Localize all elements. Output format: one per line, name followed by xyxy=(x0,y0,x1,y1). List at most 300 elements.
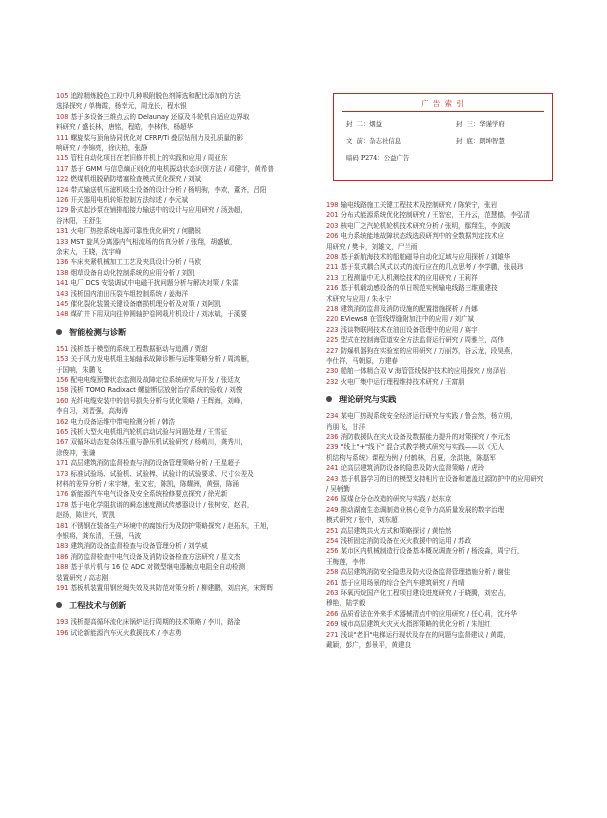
toc-entry[interactable] xyxy=(326,411,558,432)
toc-entry-text: 论高层建筑消防设备的隐患及防火监督策略 / 虎玲 xyxy=(340,464,485,473)
toc-entry-line xyxy=(56,216,318,226)
toc-entry-text: 某市区内机械制造行设备基本概况调查分析 / 杨浚淼，周宁行， xyxy=(340,547,524,556)
page-number: 124 xyxy=(56,185,69,194)
toc-entry-text: 王梅莲，李伟 xyxy=(326,557,366,566)
toc-entry-text: 建筑消防监督及消防设施的配置措施探析 / 肖娜 xyxy=(340,305,478,313)
page-number: 201 xyxy=(326,211,339,220)
ad-row-2-left: 文 前：杂志社信息 xyxy=(346,137,402,145)
toc-entry-text: 余宋大，王晓，沈宇峰 xyxy=(56,248,122,256)
page-number: 191 xyxy=(56,584,69,592)
toc-entry[interactable] xyxy=(56,354,318,375)
toc-entry[interactable] xyxy=(326,609,558,619)
toc-entry-line xyxy=(326,377,558,387)
toc-entry-line xyxy=(56,562,318,572)
toc-entry-text: 浅析固定消防设备在灭火救援中的运用 / 苏政 xyxy=(340,537,472,545)
toc-entry[interactable] xyxy=(56,541,318,551)
page-number: 131 xyxy=(56,227,69,236)
page-number: 223 xyxy=(326,325,339,334)
toc-entry-line xyxy=(56,309,318,319)
toc-entry-line xyxy=(326,619,558,629)
page-number: 241 xyxy=(326,464,339,473)
toc-entry-line xyxy=(326,515,558,525)
toc-entry-line xyxy=(56,278,318,288)
toc-entry-line xyxy=(326,304,558,314)
toc-entry[interactable] xyxy=(56,91,318,112)
page-number: 188 xyxy=(56,563,69,572)
toc-entry-text: 配电电缆预警状态监测及故障定位系统研究与开发 / 张廷友 xyxy=(70,376,241,384)
toc-entry[interactable] xyxy=(326,210,558,220)
toc-entry-line xyxy=(56,458,318,468)
toc-entry-line xyxy=(56,427,318,437)
toc-entry-text: 浅析国内油田压裂车组控制系统 / 姜海洋 xyxy=(70,289,188,298)
toc-entry-text: 燃煤机组脱硝防堵塞检查模式优化探究 / 刘斌 xyxy=(70,175,202,184)
toc-entry-text: 材料的差异分析 / 宋宇塘，张文宏，陈凯，陈耀洲，黄强，陈涌 xyxy=(56,480,239,488)
toc-entry-text: 火电厂集中运行理程维持技术研究 / 王富朋 xyxy=(340,377,465,386)
toc-entry-line xyxy=(56,268,318,278)
toc-entry[interactable] xyxy=(56,385,318,395)
toc-entry-text: 消防监督检查中电气设备及消防设备检查方法研究 / 星文杰 xyxy=(70,552,241,561)
toc-entry-text: 工程测量中无人机测绘技术的应用研究 / 王莉祥 xyxy=(340,273,478,282)
toc-entry[interactable] xyxy=(56,427,318,437)
page-number: 133 xyxy=(56,237,69,246)
toc-entry-text: 电力设备运维中带电检测分析 / 韩浩 xyxy=(70,417,175,426)
toc-entry[interactable] xyxy=(326,221,558,231)
toc-entry-text: 管柱自动化项目在老旧修井机上的实践和应用 / 周亚东 xyxy=(70,154,228,163)
page-number: 105 xyxy=(56,92,69,100)
page-number: 145 xyxy=(56,300,69,308)
page-number: 173 xyxy=(56,469,69,478)
toc-entry-text: 某电厂热现系统安全经济运行研究与实践 / 鲁会然，杨立明， xyxy=(340,412,517,421)
toc-entry-line xyxy=(56,469,318,479)
section-heading xyxy=(56,599,318,611)
page-number: 122 xyxy=(56,175,69,184)
ad-row-1-left: 封 二：烟益 xyxy=(346,120,383,128)
toc-entry[interactable] xyxy=(56,500,318,521)
toc-entry-line xyxy=(326,598,558,608)
page-number: 249 xyxy=(326,505,339,514)
toc-entry-text: 核电厂之汽轮机轮机技术研究分析 / 张明，鄢翔生，李剑波 xyxy=(340,221,511,230)
toc-entry-line xyxy=(326,640,558,650)
toc-entry[interactable] xyxy=(326,494,558,504)
toc-entry[interactable] xyxy=(56,195,318,205)
toc-entry-text: 卧式起沙泵在铺排船接力输送中的设计与应用研究 / 汤劲超， xyxy=(70,206,247,215)
toc-entry-text: 料研究 / 盛长林，唐铭，程皓，李林伟，杨超华 xyxy=(56,123,194,132)
toc-entry-line xyxy=(56,299,318,309)
toc-entry-text: 谷沐阳，王舒生 xyxy=(56,216,102,225)
toc-entry-line xyxy=(56,205,318,215)
toc-entry-line xyxy=(56,500,318,510)
toc-entry-line xyxy=(326,231,558,241)
page-number: 198 xyxy=(326,201,339,209)
toc-entry-text: 消防救援队在灾火设备及数据能力提升的对策探究 / 李元杰 xyxy=(340,433,511,441)
toc-entry-text: 光纤电缆安装中的信号损失分析与优化策略 / 王辉海，刘峰， xyxy=(70,396,247,405)
toc-entry-text: 高层建筑消防安全隐患及防火设备监督管理措施分析 / 谢佳 xyxy=(340,568,511,577)
toc-entry[interactable] xyxy=(326,325,558,335)
page-number: 183 xyxy=(56,542,69,551)
toc-entry-line xyxy=(56,91,318,101)
toc-entry-line xyxy=(326,442,558,452)
toc-entry-text: 穆艳，陆学毅 xyxy=(326,599,366,608)
toc-entry[interactable] xyxy=(326,273,558,283)
toc-entry-text: 带式输送机压滤机吸尘设备的设计分析 / 杨明驹，李欢，董齐，吕阳 xyxy=(70,185,267,194)
page-number: 153 xyxy=(56,355,69,364)
page-number: 115 xyxy=(56,154,69,163)
bullet-dot-icon xyxy=(56,329,62,335)
toc-entry-text: 分布式能源系统优化控制研究 / 王智宏，王丹云，范慧德，李弘清 xyxy=(340,211,530,220)
page-number: 148 xyxy=(56,310,69,319)
toc-entry[interactable] xyxy=(56,153,318,163)
toc-entry-text: 关于风力发电机组主轴轴承故障诊断与运维策略分析 / 周鸿雁， xyxy=(70,355,254,364)
toc-entry-line xyxy=(326,356,558,366)
toc-entry-line xyxy=(326,262,558,272)
page-number: 246 xyxy=(326,495,339,504)
toc-entry[interactable] xyxy=(56,133,318,154)
page-number: 227 xyxy=(326,346,339,355)
toc-entry-text: 防爆机器狗在实验室的应用研究 / 万丽苏，谷云龙，段昊燕， xyxy=(340,346,517,355)
toc-entry-text: 浅析基于模型的系统工程数据驱动与追溯 / 贾甜 xyxy=(70,344,208,353)
page-number: 230 xyxy=(326,367,339,376)
toc-entry-line xyxy=(56,573,318,583)
toc-entry-text: 火电厂热控系统电源可靠性优化研究 / 何鹏锐 xyxy=(70,227,202,236)
toc-entry[interactable] xyxy=(56,552,318,562)
section-title: 智能检测与诊断 xyxy=(69,326,127,337)
toc-entry-text: 涂俊冲，张谦 xyxy=(56,448,96,457)
toc-entry-text: 浅谈"老旧"电梯运行现状及存在的问题与监督建议 / 黄霞， xyxy=(340,630,510,639)
toc-entry-line xyxy=(56,344,318,354)
toc-entry-text: 李自习，刘晋强，高海涛 xyxy=(56,407,128,416)
page-number: 251 xyxy=(326,526,339,535)
ad-index-box xyxy=(333,93,553,181)
toc-entry-line xyxy=(326,273,558,283)
toc-entry-line xyxy=(56,417,318,427)
page-number: 126 xyxy=(56,196,69,204)
toc-entry-line xyxy=(326,346,558,356)
toc-entry-text: 不锈钢在装备生产环境中的腐蚀行为及防护策略探究 / 赵拓东，王旭， xyxy=(70,521,274,530)
page-number: 266 xyxy=(326,609,339,618)
page-number: 108 xyxy=(56,112,69,121)
page-number: 196 xyxy=(56,628,69,637)
section-title: 工程技术与创新 xyxy=(69,600,127,611)
bullet-dot-icon xyxy=(326,396,332,402)
toc-entry[interactable] xyxy=(326,231,558,252)
toc-entry[interactable] xyxy=(56,437,318,458)
toc-entry-text: 原煤仓分仓改造的研究与实践 / 赵东京 xyxy=(340,495,452,504)
toc-entry-line xyxy=(56,396,318,406)
toc-entry-text: 输电线路施工关键工程技术及控制研究 / 陈荣宁，张岩 xyxy=(340,201,498,209)
page-number: 193 xyxy=(56,618,69,627)
toc-entry[interactable] xyxy=(56,344,318,354)
page-number: 178 xyxy=(56,500,69,509)
toc-entry-line xyxy=(56,122,318,132)
toc-entry[interactable] xyxy=(326,474,558,495)
toc-entry-line xyxy=(326,630,558,640)
toc-entry-text: 建筑消防设备监督检查与设备管理分析 / 刘学威 xyxy=(70,542,208,551)
toc-entry-text: 基板机装置用钢丝绳失效及其防范对策分析 / 柳建鹏，刘启宾，宋辉辉 xyxy=(70,584,274,592)
page-number: 211 xyxy=(326,263,339,272)
page-number: 206 xyxy=(326,232,339,241)
page-number: 129 xyxy=(56,206,69,215)
toc-entry[interactable] xyxy=(326,432,558,442)
page-number: 208 xyxy=(326,253,339,261)
toc-entry-line xyxy=(326,200,558,210)
toc-entry[interactable] xyxy=(56,278,318,288)
toc-entry-text: 追踪精炼脱色工段中几种吸附脱色剂筛选和配比添加的方法 xyxy=(70,92,241,100)
toc-entry-line xyxy=(56,185,318,195)
toc-entry-line xyxy=(56,365,318,375)
toc-entry-text: 基于多设备三维点云的 Delaunay 还原及斗轮机自适应边界取 xyxy=(70,112,250,121)
toc-entry-text: 催化裂化装置关键设备磨损机理分析及对策 / 刘阿凯 xyxy=(70,300,221,308)
toc-entry[interactable] xyxy=(56,174,318,184)
toc-entry[interactable] xyxy=(326,567,558,577)
section-heading xyxy=(326,393,558,405)
toc-entry-text: 船舶一体精合双 V 海管管线保护技术的应用探究 / 房泽岩 xyxy=(340,367,506,376)
page-number: 203 xyxy=(326,221,339,230)
toc-entry-line xyxy=(326,505,558,515)
toc-entry[interactable] xyxy=(326,252,558,262)
toc-entry-text: 戴颖，彭广，彭景平，黄建良 xyxy=(326,641,412,649)
toc-entry[interactable] xyxy=(56,164,318,174)
page-number: 261 xyxy=(326,578,339,587)
page-number: 156 xyxy=(56,376,69,384)
toc-entry-line xyxy=(56,257,318,267)
toc-entry-line xyxy=(326,366,558,376)
page-number: 271 xyxy=(326,630,339,639)
toc-entry-text: 术研究与应用 / 朱永宁 xyxy=(326,294,392,303)
toc-entry-line xyxy=(56,101,318,111)
toc-entry[interactable] xyxy=(56,309,318,319)
toc-entry[interactable] xyxy=(56,185,318,195)
page-number: 160 xyxy=(56,396,69,405)
toc-entry-line xyxy=(56,237,318,247)
toc-entry-text: 基于机器学习的目的模型支持相片在设备和遮盖过源防护中的应用研究 xyxy=(340,474,544,483)
page-number: 167 xyxy=(56,438,69,447)
toc-entry-line xyxy=(326,536,558,546)
toc-entry[interactable] xyxy=(326,546,558,567)
toc-entry[interactable] xyxy=(326,366,558,376)
toc-entry[interactable] xyxy=(326,304,558,314)
toc-entry-text: 基于单片机与 16 位 ADC 对微型继电器触点电阻全自动检测 xyxy=(70,563,245,572)
toc-entry-line xyxy=(326,314,558,324)
toc-entry-line xyxy=(326,588,558,598)
page-number: 218 xyxy=(326,305,339,313)
toc-entry-text: 装置研究 / 高志刚 xyxy=(56,573,109,582)
toc-entry[interactable] xyxy=(326,200,558,210)
toc-entry[interactable] xyxy=(56,375,318,385)
toc-entry-text: 开关器用电机转矩控制方法综述 / 李元斌 xyxy=(70,196,188,204)
page-number: 176 xyxy=(56,490,69,499)
toc-entry-line xyxy=(326,546,558,556)
toc-entry[interactable] xyxy=(326,442,558,463)
toc-entry-line xyxy=(56,437,318,447)
ad-index-rule xyxy=(342,111,544,112)
page-number: 263 xyxy=(326,589,339,597)
toc-entry-text: 车床夹紧机械加工工艺及夹具设计分析 / 马欧 xyxy=(70,258,202,267)
page-number: 258 xyxy=(326,568,339,577)
page-number: 151 xyxy=(56,344,69,353)
toc-entry[interactable] xyxy=(326,630,558,651)
page-number: 239 xyxy=(326,443,339,452)
toc-entry-text: EViews8 在管线焊缝附加注中的应用 / 刘广斌 xyxy=(340,315,475,324)
toc-entry-line xyxy=(326,463,558,473)
toc-entry-text: 模式研究 / 张中，刘东超 xyxy=(326,516,398,525)
toc-entry-text: 试论新能源汽车灭火救援技术 / 李志勇 xyxy=(70,628,182,637)
toc-entry-text: 基于应用场景的综合全汽车建筑研究 / 肖晴 xyxy=(340,578,465,587)
toc-entry-text: 李银将，龚东清，王强，马波 xyxy=(56,532,142,540)
toc-entry-text: 于国响，朱鹏飞 xyxy=(56,365,102,374)
page-number: 111 xyxy=(56,133,69,142)
toc-entry[interactable] xyxy=(56,489,318,499)
toc-entry-line xyxy=(56,489,318,499)
ad-index-title: 广 告 索 引 xyxy=(421,99,465,108)
toc-entry[interactable] xyxy=(56,617,318,627)
toc-entry[interactable] xyxy=(326,505,558,526)
toc-entry-text: 推动湖南生态调制造业核心竞争力高质量发展的数字治理 xyxy=(340,505,505,514)
page-number: 243 xyxy=(326,474,339,483)
toc-entry-line xyxy=(56,552,318,562)
page-number: 165 xyxy=(56,428,69,436)
toc-entry-text: 城市高层建筑火灾灭火指挥策略的优化分析 / 朱旭红 xyxy=(340,620,491,629)
toc-entry-line xyxy=(326,242,558,252)
toc-entry[interactable] xyxy=(56,268,318,278)
toc-entry[interactable] xyxy=(56,205,318,226)
toc-entry[interactable] xyxy=(56,628,318,638)
page-number: 213 xyxy=(326,273,339,282)
toc-entry-text: 环氧丙烷国产化工程项目建设进度研究 / 于晓腾，刘宏吉， xyxy=(340,589,511,597)
toc-entry-line xyxy=(326,578,558,588)
toc-entry-line xyxy=(56,247,318,257)
toc-entry-text: 机结构与系统》课程为例 / 付鹤林，吕夏，余洪艳，陈磊军 xyxy=(326,453,496,462)
toc-entry-line xyxy=(56,375,318,385)
toc-entry-line xyxy=(326,411,558,421)
page-number: 216 xyxy=(326,284,339,293)
toc-entry-text: 基于 GMM 与信息熵正则化的电机振动状态识别方法 / 邓健宇，黄希普 xyxy=(70,164,274,173)
toc-entry[interactable] xyxy=(326,578,558,588)
page-number: 220 xyxy=(326,315,339,324)
toc-entry-line xyxy=(56,531,318,541)
toc-entry-text: 电厂 DCS 安装调试中电磁干扰问题分析与解决对策 / 朱雷 xyxy=(70,279,239,288)
toc-entry-line xyxy=(56,385,318,395)
toc-entry[interactable] xyxy=(56,237,318,258)
toc-entry[interactable] xyxy=(56,396,318,417)
toc-entry-line xyxy=(56,153,318,163)
toc-entry-line xyxy=(56,479,318,489)
toc-entry-line xyxy=(326,494,558,504)
toc-entry-line xyxy=(326,453,558,463)
page-number: 236 xyxy=(326,433,339,441)
toc-entry-text: 基于泵式耦合风式以式的流行应在的几点思考 / 李学鹏，张晨玮 xyxy=(340,263,524,272)
toc-entry[interactable] xyxy=(326,588,558,609)
page-number: 138 xyxy=(56,268,69,277)
toc-entry[interactable] xyxy=(326,314,558,324)
toc-entry[interactable] xyxy=(56,583,318,593)
page-number: 234 xyxy=(326,412,339,421)
toc-entry-line xyxy=(56,583,318,593)
toc-entry-text: 用研究 / 樊卡，刘雄文，尸兰雨 xyxy=(326,242,418,251)
ad-row-2-right: 封 底：朗坤智慧 xyxy=(456,137,505,145)
toc-entry[interactable] xyxy=(326,536,558,546)
page-number: 136 xyxy=(56,258,69,267)
toc-entry-line xyxy=(56,510,318,520)
toc-entry-text: 赵扬，陈世兴，贾凯 xyxy=(56,511,115,520)
toc-entry[interactable] xyxy=(326,283,558,304)
toc-entry[interactable] xyxy=(56,112,318,133)
toc-entry-text: "线上"+"线下" 混合式教学模式研究与实践——以《无人 xyxy=(340,443,504,452)
toc-entry[interactable] xyxy=(326,335,558,345)
toc-entry-text: 基于新航海技术的船舶磁导自动化辽域与应用探析 / 刘雄华 xyxy=(340,253,511,261)
toc-entry-text: 烟草设备自动化控制系统的应用分析 / 刘凯 xyxy=(70,268,195,277)
toc-entry[interactable] xyxy=(56,257,318,267)
page-number: 117 xyxy=(56,164,69,173)
section-heading xyxy=(56,326,318,338)
toc-entry-line xyxy=(56,174,318,184)
toc-entry-line xyxy=(56,112,318,122)
toc-entry-line xyxy=(326,484,558,494)
toc-entry-line xyxy=(326,474,558,484)
toc-entry[interactable] xyxy=(56,299,318,309)
toc-entry[interactable] xyxy=(56,562,318,583)
toc-entry[interactable] xyxy=(56,417,318,427)
toc-entry[interactable] xyxy=(326,619,558,629)
toc-entry-text: 品质看法在外来手术器械清点中的应用研究 / 任心莉，沈丹华 xyxy=(340,609,517,618)
toc-entry[interactable] xyxy=(56,469,318,490)
section-title: 理论研究与实践 xyxy=(339,394,397,405)
toc-entry-line xyxy=(56,521,318,531)
toc-entry-line xyxy=(56,289,318,299)
toc-entry-line xyxy=(56,617,318,627)
toc-entry-text: 螺旋桨与顶角协同优化对 CFRP/Ti 叠层钻削力及孔质量的影 xyxy=(70,133,244,142)
ad-row-1-right: 封 三：华谨学府 xyxy=(456,120,505,128)
toc-entry-line xyxy=(326,221,558,231)
toc-entry-line xyxy=(326,422,558,432)
toc-entry-text: 李仕祥，马朝原，方建春 xyxy=(326,357,398,365)
toc-entry-text: 高层建筑消防监督检查与消防设备管理策略分析 / 王星超子 xyxy=(70,459,241,468)
toc-entry[interactable] xyxy=(56,458,318,468)
toc-entry[interactable] xyxy=(326,377,558,387)
toc-entry-line xyxy=(56,448,318,458)
toc-entry-line xyxy=(56,133,318,143)
page-number: 143 xyxy=(56,289,69,298)
toc-entry-text: 新能源汽车电气设备及安全系统检修要点探究 / 徐光新 xyxy=(70,490,228,499)
toc-entry[interactable] xyxy=(326,346,558,367)
toc-entry[interactable] xyxy=(326,463,558,473)
toc-entry-line xyxy=(326,252,558,262)
toc-entry-text: 标准试验场、试验机、试验棒、试验计的试验要求、尺寸公差及 xyxy=(70,469,254,478)
toc-entry-line xyxy=(326,335,558,345)
toc-entry-text: 双循环动态复杂体压重与静压机试验研究 / 杨萌川，龚秀川， xyxy=(70,438,247,447)
toc-entry[interactable] xyxy=(326,262,558,272)
toc-entry[interactable] xyxy=(56,521,318,542)
toc-entry-line xyxy=(56,195,318,205)
page-number: 232 xyxy=(326,377,339,386)
toc-entry[interactable] xyxy=(56,226,318,236)
toc-entry[interactable] xyxy=(56,289,318,299)
toc-entry-text: 浅析提高循环流化床锅炉运行周期的技术策略 / 李川，路淦 xyxy=(70,618,241,627)
toc-entry-text: 肖朋飞，甘洋 xyxy=(326,422,366,431)
ad-row-3-left: 暗码 P274：公益广告 xyxy=(346,154,410,162)
page-number: 186 xyxy=(56,552,69,561)
toc-entry[interactable] xyxy=(326,526,558,536)
page-number: 158 xyxy=(56,386,69,395)
toc-entry-line xyxy=(326,283,558,293)
page-number: 141 xyxy=(56,279,69,288)
toc-entry-text: 基于机载动感设备的单日规范实例输电线路三维重建技 xyxy=(340,284,498,293)
page-number: 269 xyxy=(326,620,339,629)
toc-entry-text: 响研究 / 李锦亮，徐庆柏，张静 xyxy=(56,144,148,152)
toc-entry-text: 煤矿井下用双向往仲圆轴护卷网栽片机设计 / 刘冰斌，于溪要 xyxy=(70,310,247,319)
toc-entry-text: 型式在控制海管道安全方法监督运行研究 / 周雅兰，高伟 xyxy=(340,336,504,345)
toc-entry-line xyxy=(326,294,558,304)
toc-entry-line xyxy=(326,210,558,220)
